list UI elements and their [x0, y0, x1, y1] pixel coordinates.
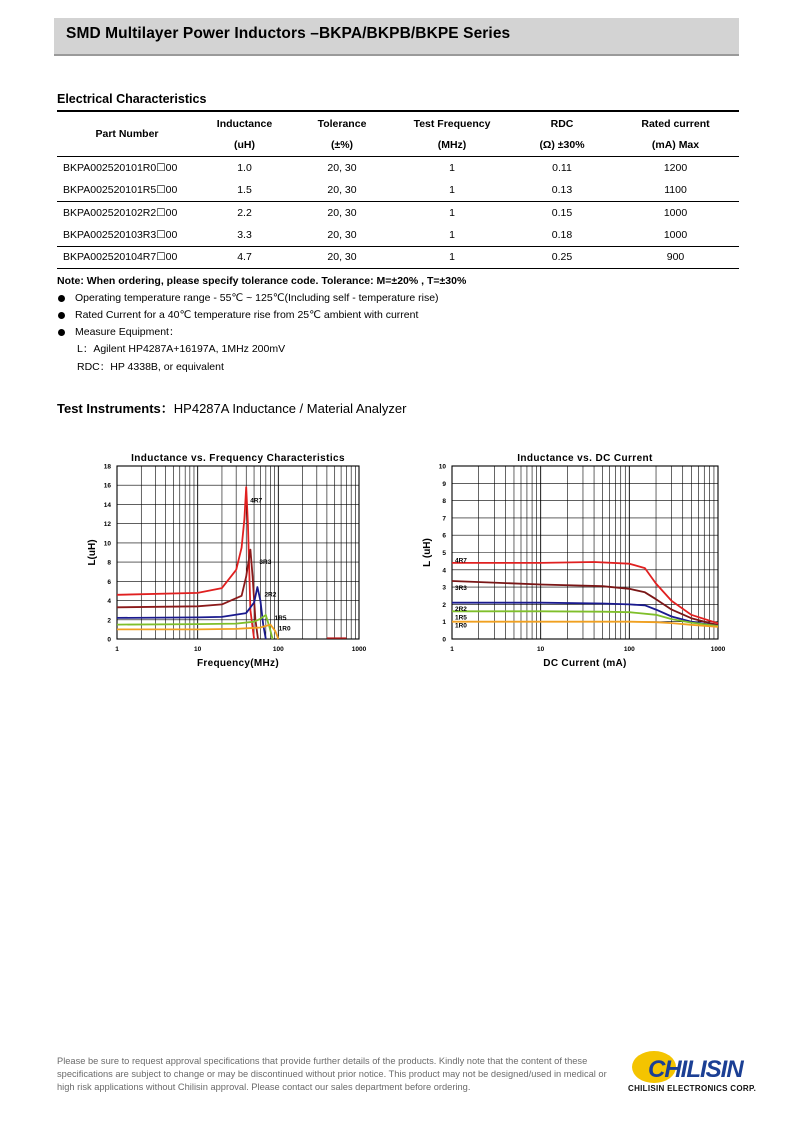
series-label-2R2: 2R2	[264, 591, 277, 599]
series-label-1R0: 1R0	[455, 622, 467, 630]
header-test-frequency: Test Frequency	[413, 117, 491, 130]
y-tick-label: 6	[442, 532, 446, 540]
series-label-3R3: 3R3	[455, 585, 467, 593]
series-label-4R7: 4R7	[455, 557, 467, 565]
cell-freq: 1	[392, 246, 512, 269]
y-tick-label: 8	[107, 559, 111, 567]
y-tick-label: 12	[103, 521, 111, 529]
cell-tolerance: 20, 30	[327, 228, 357, 241]
bullet-dot-icon	[58, 312, 65, 319]
cell-inductance: 3.3	[237, 228, 252, 241]
logo-text: CHILISIN	[648, 1056, 743, 1083]
test-instruments-label: Test Instruments：	[57, 401, 174, 416]
table-row	[57, 246, 739, 269]
cell-tolerance: 20, 30	[327, 183, 357, 196]
y-tick-label: 10	[103, 540, 111, 548]
x-axis-label: DC Current (mA)	[543, 658, 627, 669]
y-tick-label: 2	[442, 601, 446, 609]
unit-rated-current: (mA) Max	[651, 139, 700, 152]
cell-part: BKPA002520101R0☐00	[63, 161, 178, 174]
y-axis-label: L(uH)	[87, 539, 98, 566]
sub-item: L：Agilent HP4287A+16197A, 1MHz 200mV	[77, 343, 286, 355]
cell-part: BKPA002520104R7☐00	[57, 246, 197, 269]
bullet-text: Measure Equipment：	[75, 326, 180, 338]
cell-inductance: 4.7	[197, 246, 292, 269]
y-tick-label: 3	[442, 584, 446, 592]
x-tick-label: 100	[623, 646, 635, 653]
cell-rdc: 0.11	[552, 161, 572, 174]
y-tick-label: 4	[442, 567, 446, 575]
cell-part: BKPA002520103R3☐00	[63, 228, 178, 241]
bullet-item	[57, 292, 439, 309]
cell-rdc: 0.25	[512, 246, 612, 269]
y-tick-label: 5	[442, 550, 446, 557]
x-tick-label: 1	[115, 646, 119, 653]
y-tick-label: 9	[442, 480, 446, 488]
x-tick-label: 100	[272, 646, 284, 653]
cell-part: BKPA002520102R2☐00	[57, 201, 197, 224]
y-tick-label: 10	[438, 463, 446, 471]
y-tick-label: 0	[442, 636, 446, 644]
x-tick-label: 10	[537, 646, 545, 653]
page-title: SMD Multilayer Power Inductors –BKPA/BKPB/BKPE Series	[66, 25, 511, 42]
spec-bullet-list	[57, 292, 439, 378]
cell-part: BKPA002520101R5☐00	[63, 183, 178, 196]
cell-freq: 1	[449, 228, 455, 241]
chart-title: Inductance vs. DC Current	[517, 453, 653, 464]
x-tick-label: 10	[194, 646, 202, 653]
header-rated-current: Rated current	[641, 117, 710, 130]
y-tick-label: 16	[103, 482, 111, 490]
cell-inductance: 1.0	[237, 161, 252, 174]
series-label-2R2: 2R2	[455, 605, 467, 613]
ordering-note: Note: When ordering, please specify tolerance code. Tolerance: M=±20% , T=±30%	[57, 275, 467, 287]
y-tick-label: 1	[442, 619, 446, 627]
test-instruments-value: HP4287A Inductance / Material Analyzer	[173, 401, 407, 416]
bullet-dot-icon	[58, 329, 65, 336]
cell-freq: 1	[449, 183, 455, 196]
sub-item: RDC：HP 4338B, or equivalent	[77, 360, 224, 373]
bullet-text: Rated Current for a 40℃ temperature rise from 25℃ ambient with current	[75, 309, 419, 321]
x-tick-label: 1000	[351, 646, 367, 653]
series-label-1R5: 1R5	[455, 614, 467, 622]
series-label-1R0: 1R0	[278, 625, 291, 633]
x-axis-label: Frequency(MHz)	[197, 658, 279, 669]
header-part-number: Part Number	[95, 127, 159, 140]
y-tick-label: 8	[442, 498, 446, 506]
bullet-item	[57, 326, 439, 343]
header-rdc: RDC	[550, 117, 574, 130]
plot-frame	[117, 466, 359, 639]
cell-current: 1200	[663, 161, 688, 174]
cell-current: 1000	[663, 228, 688, 241]
cell-inductance: 1.5	[237, 183, 252, 196]
series-line-1R0	[452, 622, 718, 630]
series-line-4R7	[117, 487, 254, 639]
inductance-vs-frequency-chart	[80, 445, 380, 675]
header-tolerance: Tolerance	[317, 117, 367, 130]
series-label-3R3: 3R3	[259, 559, 272, 567]
y-tick-label: 6	[107, 578, 111, 586]
bullet-item	[57, 309, 439, 326]
cell-tolerance: 20, 30	[292, 246, 392, 269]
y-tick-label: 2	[107, 617, 111, 625]
electrical-characteristics-table	[57, 110, 739, 269]
cell-rdc: 0.15	[512, 201, 612, 224]
bullet-text: Operating temperature range - 55℃ ~ 125℃(Including self - temperature rise)	[75, 292, 439, 304]
x-tick-label: 1000	[710, 646, 726, 653]
y-tick-label: 7	[442, 515, 446, 523]
cell-tolerance: 20, 30	[327, 161, 357, 174]
cell-inductance: 2.2	[197, 201, 292, 224]
table-row	[57, 201, 739, 224]
x-tick-label: 1	[450, 646, 454, 653]
test-instruments	[57, 398, 406, 417]
footer-disclaimer: Please be sure to request approval specifications that provide further details of the products. Kindly note that the content of these specifications are subject to change or may be discontinued without prior notice. This product may not be designed/used in medical or high risk applications without Chilisin approval. Please contact our sales department before ordering.	[57, 1056, 607, 1092]
cell-rdc: 0.13	[551, 183, 573, 196]
unit-inductance: (uH)	[234, 139, 255, 152]
cell-tolerance: 20, 30	[292, 201, 392, 224]
inductance-vs-dc-current-chart	[415, 445, 735, 675]
table-row	[57, 156, 739, 179]
table-row	[57, 179, 739, 202]
unit-rdc: (Ω) ±30%	[539, 139, 585, 152]
series-label-1R5: 1R5	[274, 614, 287, 622]
series-line-4R7	[452, 562, 718, 623]
bullet-dot-icon	[58, 295, 65, 302]
unit-test-frequency: (MHz)	[437, 139, 467, 152]
cell-freq: 1	[392, 201, 512, 224]
y-tick-label: 0	[107, 636, 111, 644]
unit-tolerance: (±%)	[330, 139, 354, 152]
y-tick-label: 14	[103, 501, 111, 509]
header-rule	[54, 54, 739, 56]
chart-title: Inductance vs. Frequency Characteristics	[131, 453, 345, 464]
table-header-row	[57, 111, 739, 135]
series-label-4R7: 4R7	[250, 497, 263, 505]
y-tick-label: 18	[103, 463, 111, 471]
cell-freq: 1	[449, 161, 455, 174]
cell-current: 1000	[612, 201, 739, 224]
y-axis-label: L (uH)	[422, 538, 433, 567]
y-tick-label: 4	[107, 598, 111, 606]
section-title: Electrical Characteristics	[57, 92, 207, 106]
header-inductance: Inductance	[216, 117, 273, 130]
cell-rdc: 0.18	[551, 228, 573, 241]
company-name: CHILISIN ELECTRONICS CORP.	[628, 1084, 757, 1093]
cell-current: 900	[612, 246, 739, 269]
table-row	[57, 224, 739, 247]
cell-current: 1100	[664, 183, 687, 196]
